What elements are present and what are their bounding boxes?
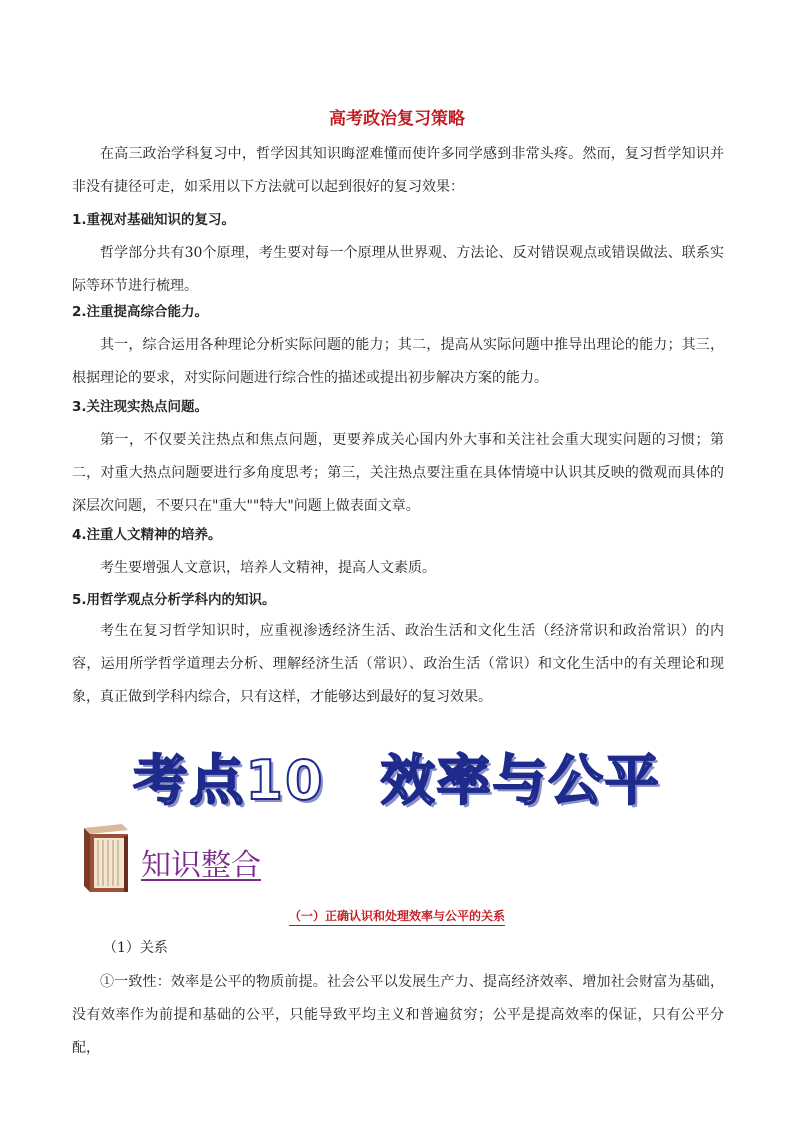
section-body-1: 哲学部分共有30个原理，考生要对每一个原理从世界观、方法论、反对错误观点或错误做法、联系实际等环节进行梳理。 [72, 245, 724, 294]
topic-banner [0, 738, 794, 815]
intro-paragraph: 在高三政治学科复习中，哲学因其知识晦涩难懂而使许多同学感到非常头疼。然而，复习哲学知识并非没有捷径可走，如采用以下方法就可以起到很好的复习效果： [72, 146, 724, 195]
page-title: 高考政治复习策略 [329, 109, 465, 129]
section-heading-1: 1.重视对基础知识的复习。 [72, 212, 236, 228]
section-body-4: 考生要增强人文意识，培养人文精神，提高人文素质。 [100, 560, 436, 576]
subsection-title: （一）正确认识和处理效率与公平的关系 [289, 909, 505, 926]
subsection-title-wrap [0, 905, 794, 924]
topic-number: 考点10 [133, 749, 325, 812]
section-body-3: 第一，不仅要关注热点和焦点问题，更要养成关心国内外大事和关注社会重大现实问题的习惯；第二，对重大热点问题要进行多角度思考；第三，关注热点要注重在具体情境中认识其反映的微观而具体的深层次问题，不要只在"重大""特大"问题上做表面文章。 [72, 432, 724, 514]
topic-name: 效率与公平 [380, 749, 661, 812]
section-body-5: 考生在复习哲学知识时，应重视渗透经济生活、政治生活和文化生活（经济常识和政治常识）的内容，运用所学哲学道理去分析、理解经济生活（常识）、政治生活（常识）和文化生活中的有关理论和现象，真正做到学科内综合，只有这样，才能够达到最好的复习效果。 [72, 623, 724, 705]
section-heading-3: 3.关注现实热点问题。 [72, 399, 209, 415]
section-heading-4: 4.注重人文精神的培养。 [72, 527, 222, 543]
section-heading-2: 2.注重提高综合能力。 [72, 304, 209, 320]
section-heading-5: 5.用哲学观点分析学科内的知识。 [72, 592, 276, 608]
book-icon [78, 822, 134, 894]
sub-item-label: （1）关系 [103, 940, 168, 956]
knowledge-section-title: 知识整合 [141, 848, 261, 883]
section-body-2: 其一，综合运用各种理论分析实际问题的能力；其二，提高从实际问题中推导出理论的能力；其三，根据理论的要求，对实际问题进行综合性的描述或提出初步解决方案的能力。 [72, 337, 724, 386]
point-paragraph-1: ①一致性：效率是公平的物质前提。社会公平以发展生产力、提高经济效率、增加社会财富为基础，没有效率作为前提和基础的公平，只能导致平均主义和普遍贫穷；公平是提高效率的保证，只有公平分配， [72, 974, 724, 1056]
